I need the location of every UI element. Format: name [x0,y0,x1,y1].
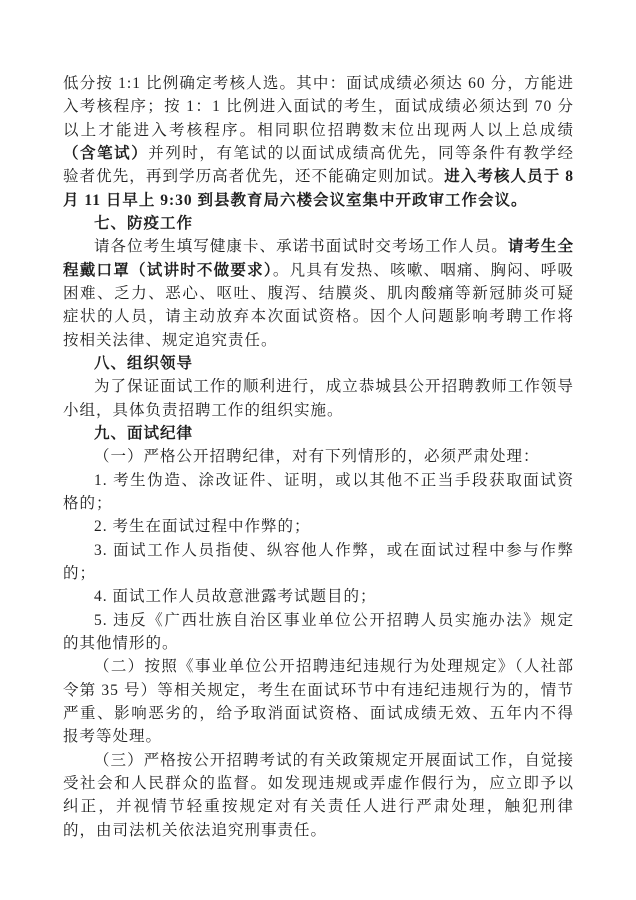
heading-section-8-organization-leadership: 八、组织领导 [94,354,194,372]
bold-text-run: 请考生全程戴口罩（试讲时不做要求） [63,238,574,279]
text-run: 并列时，有笔试的以面试成绩高优先，同等条件有教学经验者优先，再到学历高者优先，还不能确定则加试。 [63,144,574,186]
para-discipline-clause-1: （一）严格公开招聘纪律，对有下列情形的，必须严肃处理： [94,448,540,466]
text-run: 请各位考生填写健康卡、承诺书面试时交考场工作人员。 [94,238,508,256]
para-organization-leadership: 为了保证面试工作的顺利进行，成立恭城县公开招聘教师工作领导小组，具体负责招聘工作的组织实施。 [63,378,574,419]
para-discipline-clause-3: （三）严格按公开招聘考试的有关政策规定开展面试工作，自觉接受社会和人民群众的监督。如发现违规或弄虚作假行为，应立即予以纠正，并视情节轻重按规定对有关责任人进行严肃处理，触犯刑律的，由司法机关依法追究刑事责任。 [63,751,574,839]
document-body [63,72,574,842]
para-discipline-clause-2: （二）按照《事业单位公开招聘违纪违规行为处理规定》（人社部令第 35 号）等相关规定，考生在面试环节中有违纪违规行为的，情节严重、影响恶劣的，给予取消面试资格、面试成绩无效、五年内不得报考等处理。 [63,658,574,746]
heading-section-9-interview-discipline: 九、面试纪律 [94,424,194,442]
text-run: 。凡具有发热、咳嗽、咽痛、胸闷、呼吸困难、乏力、恶心、呕吐、腹泻、结膜炎、肌肉酸痛等新冠肺炎可疑症状的人员，请主动放弃本次面试资格。因个人问题影响考聘工作将按相关法律、规定追究责任。 [63,261,574,349]
list-item-violation-3: 3. 面试工作人员指使、纵容他人作弊，或在面试过程中参与作弊的； [63,541,574,582]
bold-text-run: （含笔试） [63,144,149,162]
list-item-violation-4: 4. 面试工作人员故意泄露考试题目的； [94,588,377,606]
list-item-violation-1: 1. 考生伪造、涂改证件、证明，或以其他不正当手段获取面试资格的； [63,471,574,512]
bold-text-run: 进入考核人员于 8 月 11 日早上 9:30 到县教育局六楼会议室集中开政审工作会议。 [63,168,574,209]
text-run: 低分按 1:1 比例确定考核人选。其中：面试成绩必须达 60 分，方能进入考核程序；按 1：1 比例进入面试的考生，面试成绩必须达到 70 分以上才能进入考核程序。相同职位招聘数末位出现两人以上总成绩 [63,75,574,139]
heading-section-7-epidemic-prevention: 七、防疫工作 [94,214,194,232]
para-epidemic-prevention [63,235,574,352]
list-item-violation-2: 2. 考生在面试过程中作弊的； [94,518,311,536]
para-assessment-selection [63,72,574,212]
list-item-violation-5: 5. 违反《广西壮族自治区事业单位公开招聘人员实施办法》规定的其他情形的。 [63,611,574,652]
